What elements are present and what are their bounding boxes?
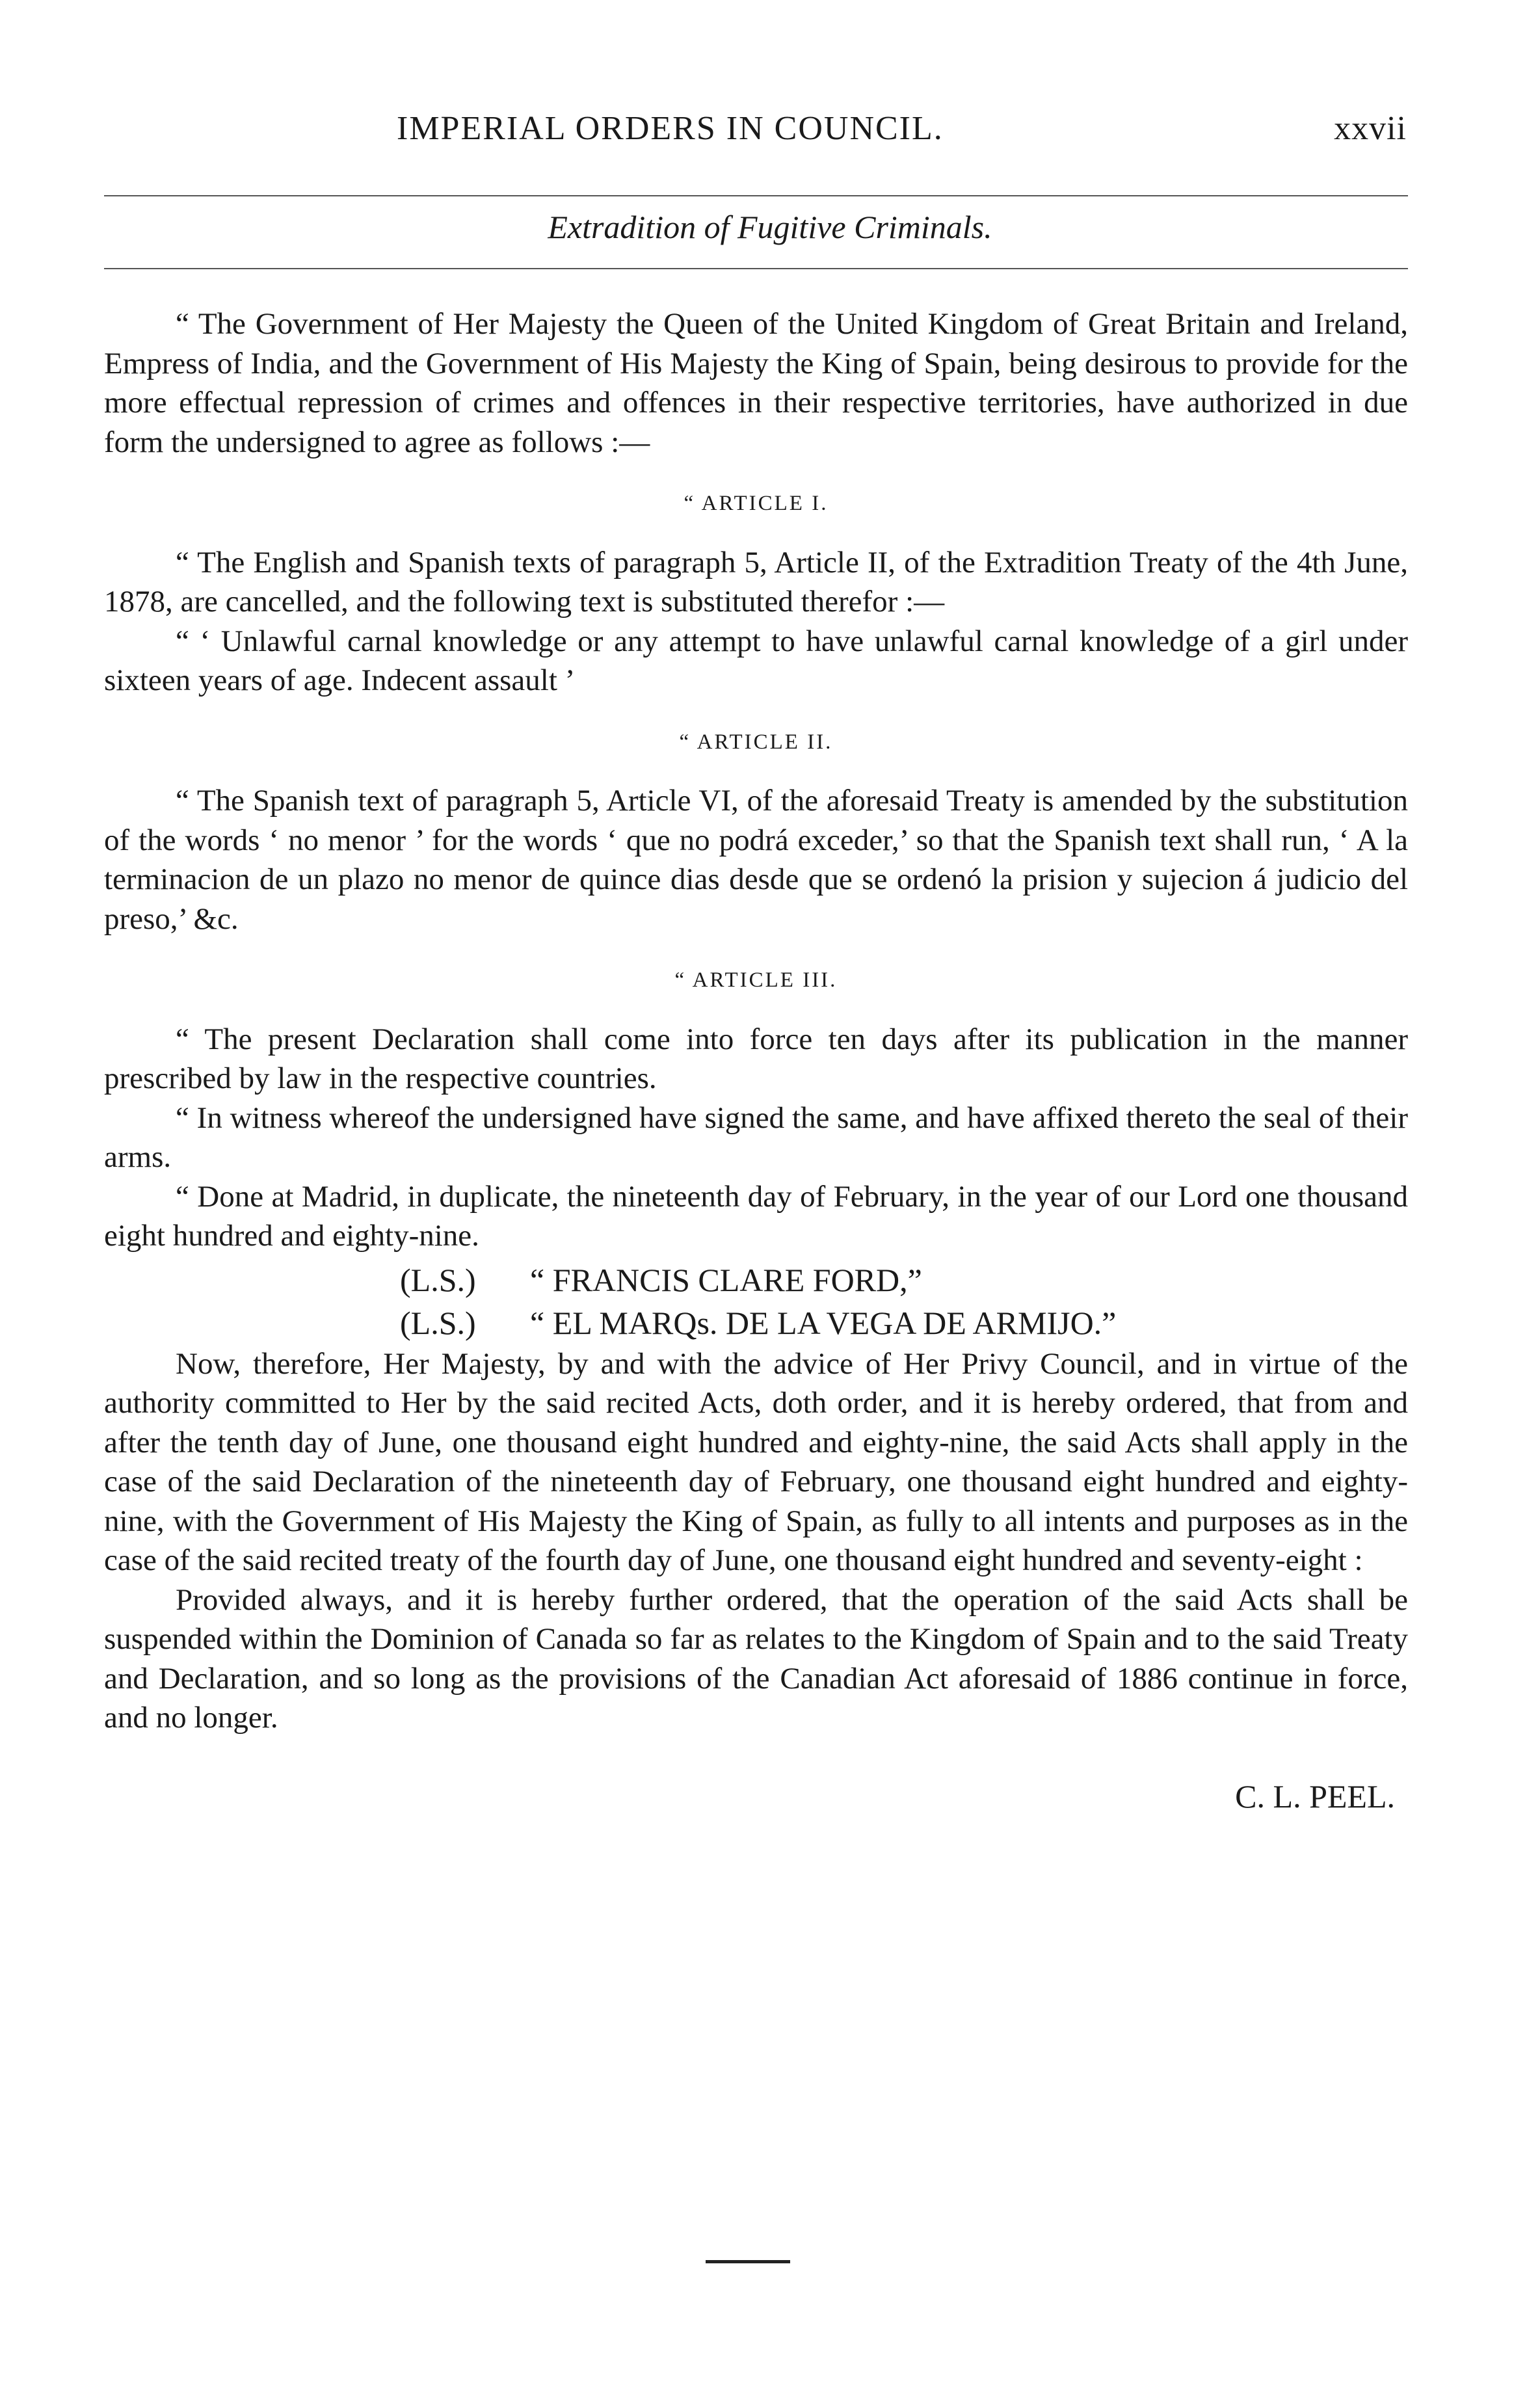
article-3-heading: “ ARTICLE III. bbox=[674, 968, 838, 992]
order-paragraph-2: Provided always, and it is hereby further ordered, that the operation of the said Acts shall be suspended within the Dominion of Canada so far as relates to the Kingdom of Spain and to the said Treaty and Declaration, and so long as the provisions of the Canadian Act aforesaid of 1886 continue in force, and no longer. bbox=[104, 1582, 1408, 1735]
closing-signature: C. L. PEEL. bbox=[1235, 1777, 1395, 1815]
running-title: IMPERIAL ORDERS IN COUNCIL. bbox=[397, 110, 944, 147]
header-rule bbox=[104, 195, 1408, 196]
seal-mark: (L.S.) bbox=[400, 1304, 476, 1341]
signatory-name: “ EL MARQs. DE LA VEGA DE ARMIJO.” bbox=[530, 1304, 1117, 1341]
signatory-name: “ FRANCIS CLARE FORD,” bbox=[530, 1261, 922, 1298]
section-title: Extradition of Fugitive Criminals. bbox=[548, 209, 992, 245]
article-2-paragraph-1: “ The Spanish text of paragraph 5, Article VI, of the aforesaid Treaty is amended by the substitution of the words ‘ no menor ’ for the words ‘ que no podrá exceder,’ so that the Spanish text shall run, ‘ A la terminacion de un plazo no menor de quince dias desde que se ordenó la prision y sujecion á judicio del preso,’ &c. bbox=[104, 784, 1408, 936]
page-number: xxvii bbox=[1334, 110, 1407, 147]
article-3-paragraph-3: “ Done at Madrid, in duplicate, the nineteenth day of February, in the year of our Lord one thousand eight hundred and eighty-nine. bbox=[104, 1179, 1408, 1253]
intro-paragraph: “ The Government of Her Majesty the Queen of the United Kingdom of Great Britain and Ireland, Empress of India, and the Government of His Majesty the King of Spain, being desirous to provide for the more effectual repression of crimes and offences in their respective territories, have authorized in due form the undersigned to agree as follows :— bbox=[104, 307, 1408, 459]
signature-line bbox=[104, 1301, 1408, 1344]
article-3-paragraph-2: “ In witness whereof the undersigned have signed the same, and have affixed thereto the seal of their arms. bbox=[104, 1100, 1408, 1174]
seal-mark: (L.S.) bbox=[400, 1261, 476, 1298]
article-1-paragraph-1: “ The English and Spanish texts of paragraph 5, Article II, of the Extradition Treaty of the 4th June, 1878, are cancelled, and the following text is substituted therefor :— bbox=[104, 545, 1408, 619]
article-1-paragraph-2: “ ‘ Unlawful carnal knowledge or any attempt to have unlawful carnal knowledge of a girl under sixteen years of age. Indecent assault ’ bbox=[104, 624, 1408, 697]
section-rule bbox=[104, 268, 1408, 269]
end-rule bbox=[706, 2260, 790, 2263]
signature-block bbox=[104, 1258, 1408, 1344]
body-text bbox=[104, 304, 1408, 1816]
signature-line bbox=[104, 1258, 1408, 1301]
article-3-paragraph-1: “ The present Declaration shall come into force ten days after its publication in the manner prescribed by law in the respective countries. bbox=[104, 1022, 1408, 1095]
article-1-heading: “ ARTICLE I. bbox=[684, 492, 829, 515]
order-paragraph-1: Now, therefore, Her Majesty, by and with the advice of Her Privy Council, and in virtue of the authority committed to Her by the said recited Acts, doth order, and it is hereby ordered, that from and after the tenth day of June, one thousand eight hundred and eighty-nine, the said Acts shall apply in the case of the said Declaration of the nineteenth day of February, one thousand eight hundred and eighty-nine, with the Government of His Majesty the King of Spain, as fully to all intents and purposes as in the case of the said recited treaty of the fourth day of June, one thousand eight hundred and seventy-eight : bbox=[104, 1346, 1408, 1577]
article-2-heading: “ ARTICLE II. bbox=[679, 730, 833, 754]
